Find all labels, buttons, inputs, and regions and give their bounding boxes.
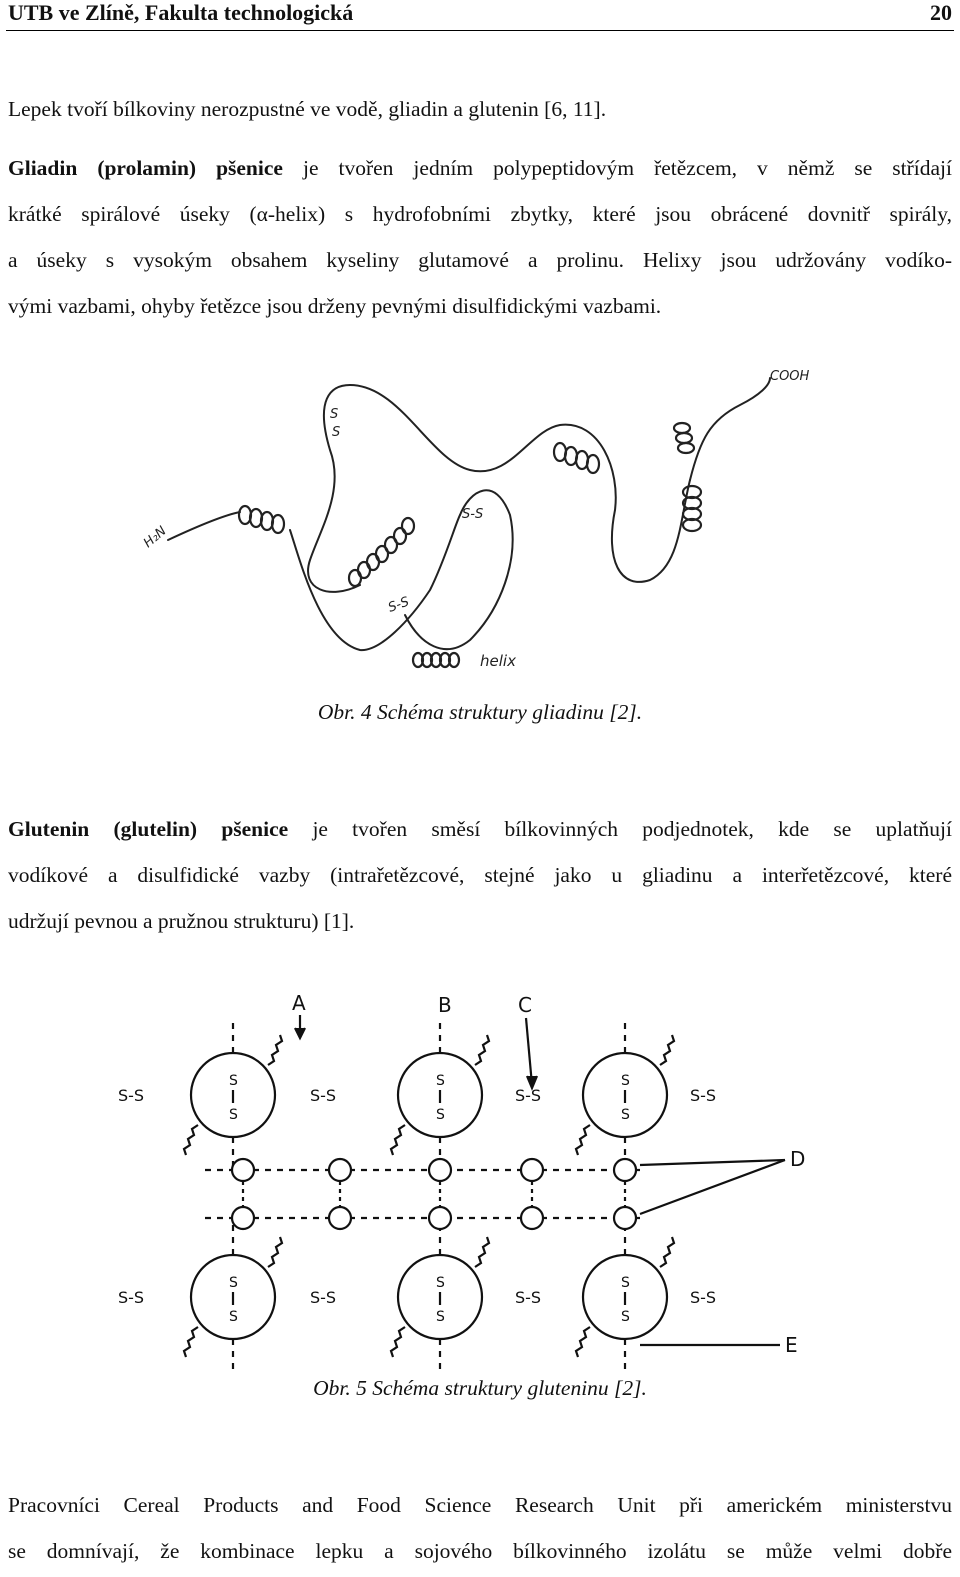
subunit-s-label: S bbox=[229, 1309, 238, 1325]
interchain-ss-label: S-S bbox=[515, 1086, 542, 1105]
subunit-s-label: S bbox=[621, 1073, 630, 1089]
side-chain bbox=[576, 1327, 590, 1357]
interchain-ss-label: S-S bbox=[515, 1288, 542, 1307]
side-chain bbox=[391, 1327, 405, 1357]
side-chain bbox=[660, 1237, 674, 1267]
interchain-ss-label: S-S bbox=[118, 1288, 145, 1307]
label-h2n: H₂N bbox=[140, 523, 170, 552]
hbond-node bbox=[329, 1159, 351, 1181]
cereal-line-1: Pracovníci Cereal Products and Food Science Research Unit při americkém ministerstvu bbox=[8, 1493, 952, 1517]
label-ss-top: S-S bbox=[462, 507, 484, 522]
hbond-node bbox=[232, 1159, 254, 1181]
label-helix-legend: helix bbox=[480, 652, 516, 670]
hbond-node bbox=[614, 1159, 636, 1181]
hbond-node bbox=[429, 1159, 451, 1181]
label-ss-bottom: S-S bbox=[386, 594, 412, 616]
subunit-s-label: S bbox=[229, 1275, 238, 1291]
hbond-node bbox=[429, 1207, 451, 1229]
subunit-s-label: S bbox=[621, 1107, 630, 1123]
glutenin-line-3: udržují pevnou a pružnou strukturu) [1]. bbox=[8, 909, 355, 933]
glutenin-line-2: vodíkové a disulfidické vazby (intrařetězcové, stejné jako u gliadinu a interřetězcové, které bbox=[8, 863, 952, 887]
side-chain bbox=[660, 1035, 674, 1065]
side-chain bbox=[268, 1237, 282, 1267]
subunit-s-label: S bbox=[436, 1275, 445, 1291]
subunit-s-label: S bbox=[436, 1073, 445, 1089]
side-chain bbox=[475, 1035, 489, 1065]
label-s-left-1: S bbox=[330, 407, 339, 422]
interchain-ss-label: S-S bbox=[690, 1086, 717, 1105]
side-chain bbox=[391, 1125, 405, 1155]
interchain-ss-label: S-S bbox=[310, 1086, 337, 1105]
figure-5-caption: Obr. 5 Schéma struktury gluteninu [2]. bbox=[313, 1376, 647, 1400]
hbond-node bbox=[521, 1159, 543, 1181]
hbond-node bbox=[329, 1207, 351, 1229]
subunit-s-label: S bbox=[436, 1309, 445, 1325]
label-d: D bbox=[790, 1147, 806, 1171]
arrow-c bbox=[526, 1018, 532, 1085]
hbond-node bbox=[521, 1207, 543, 1229]
arrow-d-2 bbox=[640, 1160, 785, 1214]
label-b: B bbox=[438, 993, 452, 1017]
label-s-left-2: S bbox=[332, 425, 341, 440]
label-e: E bbox=[785, 1333, 798, 1357]
paragraph-cereal bbox=[8, 1482, 952, 1574]
interchain-ss-label: S-S bbox=[310, 1288, 337, 1307]
page-number: 20 bbox=[930, 0, 952, 25]
subunit-s-label: S bbox=[229, 1107, 238, 1123]
subunit-s-label: S bbox=[621, 1309, 630, 1325]
gliadin-line-2: krátké spirálové úseky (α-helix) s hydrofobními zbytky, které jsou obrácené dovnitř spirály, bbox=[8, 202, 952, 226]
side-chain bbox=[184, 1327, 198, 1357]
gliadin-line-1-text: je tvořen jedním polypeptidovým řetězcem, v němž se střídají bbox=[302, 156, 953, 180]
hbond-node bbox=[232, 1207, 254, 1229]
arrow-a-head bbox=[295, 1028, 305, 1038]
glutenin-line-1-text: je tvořen směsí bílkovinných podjednotek, kde se uplatňují bbox=[312, 817, 952, 841]
subunit-s-label: S bbox=[436, 1107, 445, 1123]
cereal-line-2: se domnívají, že kombinace lepku a sojového bílkovinného izolátu se může velmi dobře bbox=[8, 1539, 952, 1563]
side-chain bbox=[475, 1237, 489, 1267]
arrow-d-1 bbox=[640, 1160, 785, 1165]
side-chain bbox=[268, 1035, 282, 1065]
side-chain bbox=[576, 1125, 590, 1155]
label-a: A bbox=[292, 991, 306, 1015]
glutenin-term: Glutenin (glutelin) pšenice bbox=[8, 817, 289, 841]
subunit-s-label: S bbox=[229, 1073, 238, 1089]
gliadin-term: Gliadin (prolamin) pšenice bbox=[8, 156, 283, 180]
subunit-s-label: S bbox=[621, 1275, 630, 1291]
gliadin-line-3: a úseky s vysokým obsahem kyseliny glutamové a prolinu. Helixy jsou udržovány vodíko- bbox=[8, 248, 952, 272]
figure-4-caption: Obr. 4 Schéma struktury gliadinu [2]. bbox=[317, 700, 643, 724]
paragraph-intro: Lepek tvoří bílkoviny nerozpustné ve vodě, gliadin a glutenin [6, 11]. bbox=[8, 97, 607, 121]
hbond-node bbox=[614, 1207, 636, 1229]
label-cooh: COOH bbox=[770, 369, 810, 384]
label-c: C bbox=[518, 993, 532, 1017]
gliadin-line-4: vými vazbami, ohyby řetězce jsou drženy pevnými disulfidickými vazbami. bbox=[8, 294, 662, 318]
header-title: UTB ve Zlíně, Fakulta technologická bbox=[8, 0, 354, 25]
interchain-ss-label: S-S bbox=[690, 1288, 717, 1307]
interchain-ss-label: S-S bbox=[118, 1086, 145, 1105]
side-chain bbox=[184, 1125, 198, 1155]
